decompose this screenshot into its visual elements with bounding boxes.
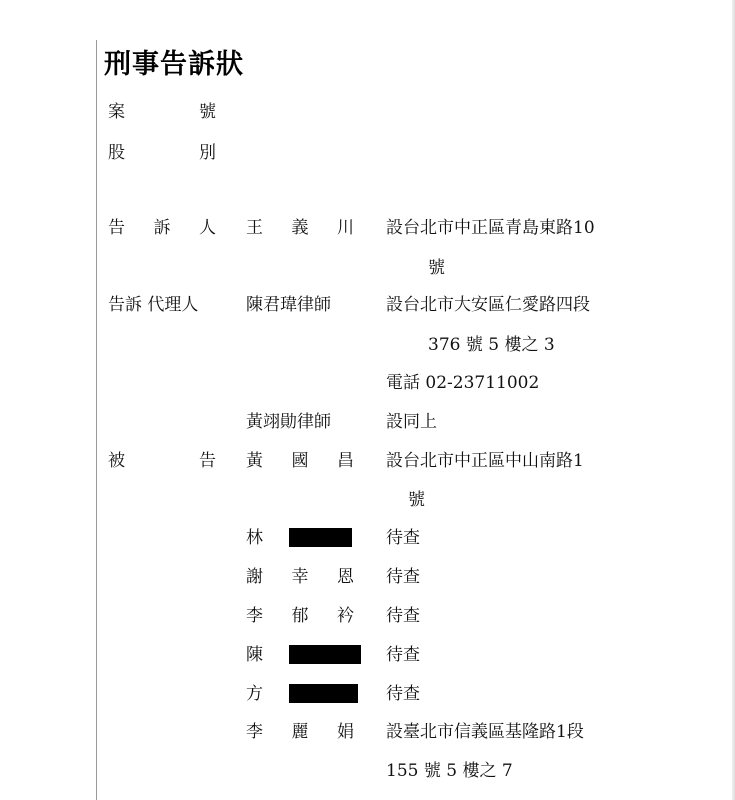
agent-address-line1: 設台北市大安區仁愛路四段 — [386, 295, 590, 315]
defendant-name: 謝 幸 恩 — [246, 567, 354, 587]
defendant-name: 李 麗 娟 — [246, 722, 354, 742]
complainant-address-line1: 設台北市中正區青島東路10 — [386, 218, 595, 238]
defendant-address-line1: 設台北市中正區中山南路1 — [386, 451, 584, 471]
defendant-name-first: 方 — [246, 684, 263, 704]
agent-phone: 電話 02-23711002 — [386, 373, 540, 393]
division-label: 股 別 — [108, 143, 216, 163]
complainant-name: 王 義 川 — [246, 218, 354, 238]
defendant-address: 待查 — [386, 645, 420, 665]
defendant-name-first: 林 — [246, 528, 263, 548]
defendant-name: 李 郁 衿 — [246, 606, 354, 626]
defendant-address: 待查 — [386, 528, 420, 548]
defendant-address: 待查 — [386, 567, 420, 587]
defendant-address: 待查 — [386, 684, 420, 704]
defendant-name: 黃 國 昌 — [246, 451, 354, 471]
defendant-name-first: 陳 — [246, 645, 263, 665]
complainant-role: 告 訴 人 — [108, 218, 216, 238]
defendant-address: 待查 — [386, 606, 420, 626]
redaction-bar — [289, 645, 361, 664]
case-number-label: 案 號 — [108, 102, 216, 122]
agent-role: 告訴 代理人 — [108, 295, 199, 315]
complainant-address-line2: 號 — [428, 258, 445, 278]
defendant-address-line2: 155 號 5 樓之 7 — [386, 761, 513, 781]
agent-address-2: 設同上 — [386, 412, 437, 432]
agent-address-line2: 376 號 5 樓之 3 — [428, 335, 555, 355]
redaction-bar — [289, 528, 352, 547]
margin-rule — [96, 40, 97, 800]
agent-name-1: 陳君瑋律師 — [246, 295, 331, 315]
agent-name-2: 黃翊勛律師 — [246, 412, 331, 432]
redaction-bar — [289, 684, 358, 703]
document-title: 刑事告訴狀 — [104, 49, 244, 80]
defendant-address-line2: 號 — [408, 490, 425, 510]
defendant-address-line1: 設臺北市信義區基隆路1段 — [386, 722, 584, 742]
defendant-role: 被 告 — [108, 451, 216, 471]
